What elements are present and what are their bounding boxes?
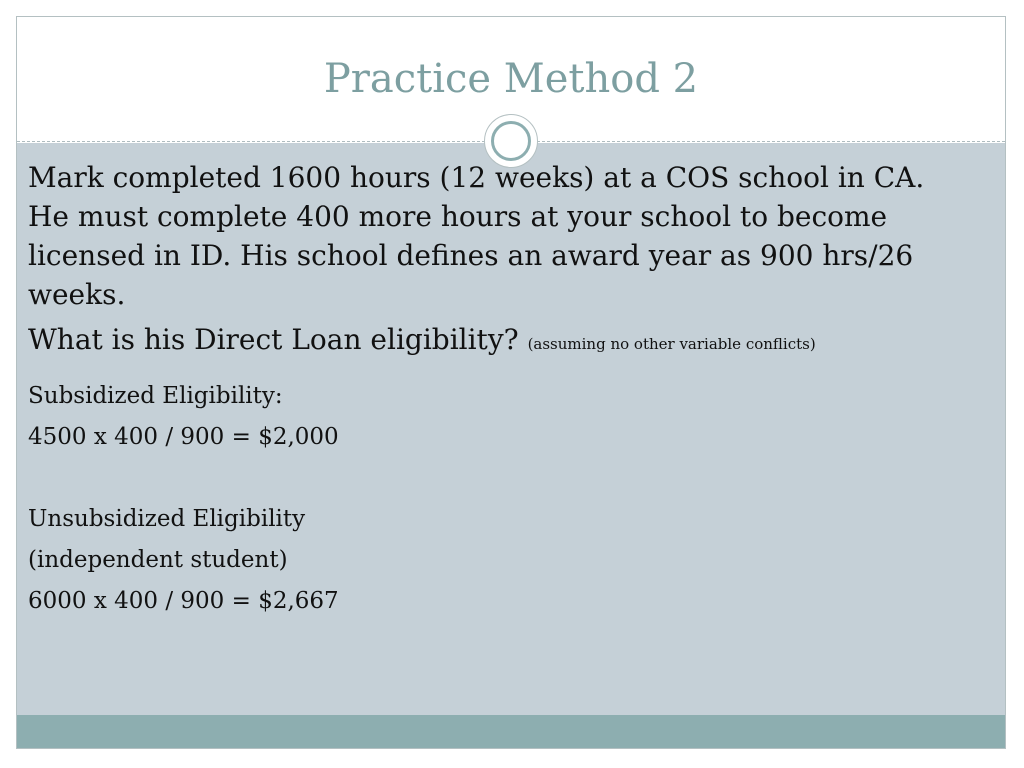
unsubsidized-qualifier: (independent student) [28,547,288,573]
unsubsidized-label: Unsubsidized Eligibility [28,506,306,532]
question-note: (assuming no other variable conflicts) [527,335,816,353]
footer-bar [17,715,1005,748]
subsidized-label: Subsidized Eligibility: [28,383,283,409]
question-text: What is his Direct Loan eligibility? [28,323,519,356]
subsidized-calculation: 4500 x 400 / 900 = $2,000 [28,424,339,450]
unsubsidized-calculation: 6000 x 400 / 900 = $2,667 [28,588,339,614]
spacer [28,458,968,499]
slide-content [28,158,968,622]
circle-ornament-ring [491,121,531,161]
problem-text: Mark completed 1600 hours (12 weeks) at a COS school in CA. He must complete 400 more hours at your school to become licensed in ID. His school defines an award year as 900 hrs/26 weeks. [28,161,925,311]
slide-title: Practice Method 2 [323,56,699,102]
question-line [28,320,968,364]
